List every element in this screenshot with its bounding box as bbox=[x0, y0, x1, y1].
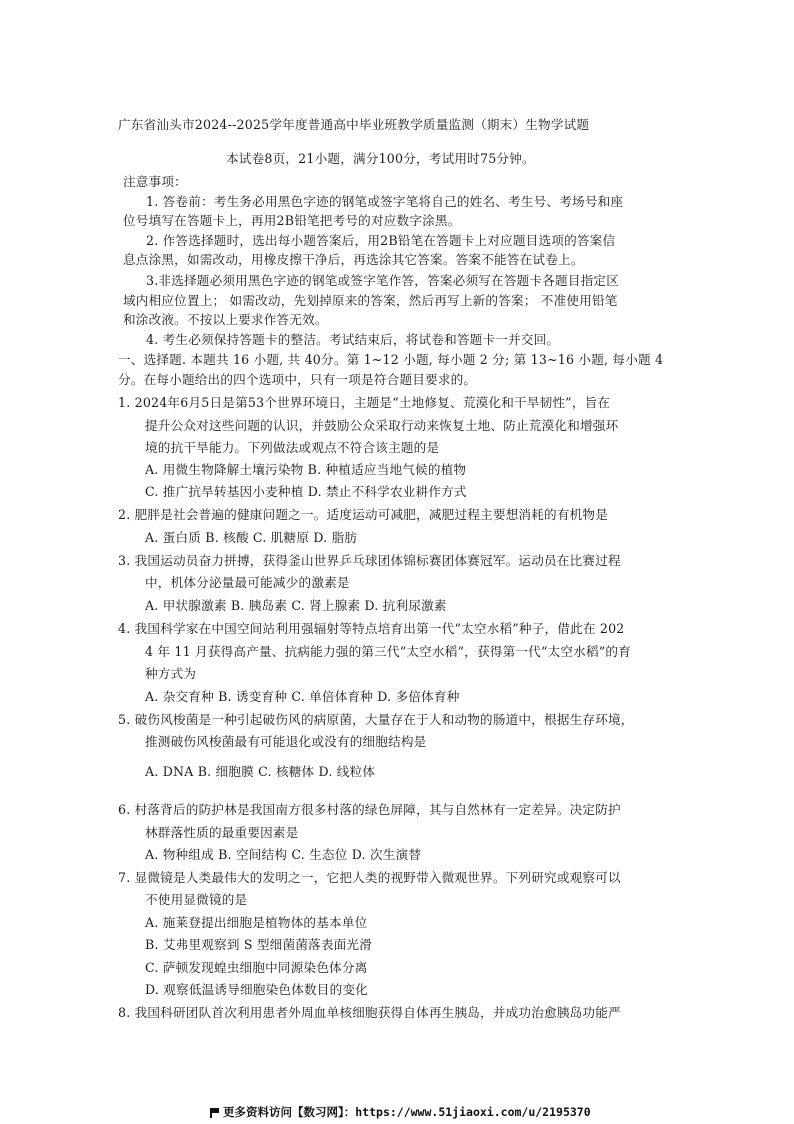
notice-line: 2. 作答选择题时，选出每小题答案后，用2B铅笔在答题卡上对应题目选项的答案信 bbox=[146, 233, 616, 248]
option-line: A. 用微生物降解土壤污染物 B. 种植适应当地气候的植物 bbox=[145, 462, 467, 477]
section-heading: 分。在每小题给出的四个选项中，只有一项是符合题目要求的。 bbox=[118, 372, 477, 387]
question-line: 7. 显微镜是人类最伟大的发明之一，它把人类的视野带入微观世界。下列研究或观察可以 bbox=[118, 870, 621, 885]
question-line: 8. 我国科研团队首次利用患者外周血单核细胞获得自体再生胰岛，并成功治愈胰岛功能严 bbox=[118, 1005, 621, 1020]
notice-line: 位号填写在答题卡上，再用2B铅笔把考号的对应数字涂黑。 bbox=[123, 213, 461, 228]
question-line: 不使用显微镜的是 bbox=[145, 892, 248, 907]
notice-line: 3.非选择题必须用黑色字迹的钢笔或签字笔作答，答案必须写在答题卡各题目指定区 bbox=[146, 273, 619, 288]
question-line: 2. 肥胖是社会普遍的健康问题之一。适度运动可减肥，减肥过程主要想消耗的有机物是 bbox=[118, 507, 608, 522]
question-line: 种方式为 bbox=[145, 666, 197, 681]
notice-line: 和涂改液。不按以上要求作答无效。 bbox=[123, 312, 328, 327]
question-line: 推测破伤风梭菌最有可能退化或没有的细胞结构是 bbox=[145, 734, 427, 749]
option-line: A. 甲状腺激素 B. 胰岛素 C. 肾上腺素 D. 抗利尿激素 bbox=[145, 598, 447, 613]
exam-info: 本试卷8页，21小题，满分100分，考试用时75分钟。 bbox=[226, 151, 535, 166]
footer-text: 更多资料访问【数习网】：https://www.51jiaoxi.com/u/2195370 bbox=[223, 1105, 591, 1119]
flag-icon bbox=[210, 1108, 219, 1117]
question-line: 提升公众对这些问题的认识，并鼓励公众采取行动来恢复土地、防止荒漠化和增强环 bbox=[145, 418, 619, 433]
question-line: 4. 我国科学家在中国空间站利用强辐射等特点培育出第一代“太空水稻”种子，借此在 202 bbox=[118, 621, 625, 636]
option-line: A. 物种组成 B. 空间结构 C. 生态位 D. 次生演替 bbox=[145, 847, 422, 862]
notice-heading: 注意事项： bbox=[123, 174, 187, 189]
option-line: B. 艾弗里观察到 S 型细菌菌落表面光滑 bbox=[145, 937, 373, 952]
question-line: 6. 村落背后的防护林是我国南方很多村落的绿色屏障，其与自然林有一定差异。决定防护 bbox=[118, 802, 621, 817]
notice-line: 4. 考生必须保持答题卡的整洁。考试结束后，将试卷和答题卡一并交回。 bbox=[146, 332, 560, 347]
question-line: 林群落性质的最重要因素是 bbox=[145, 825, 299, 840]
notice-line: 息点涂黑，如需改动，用橡皮擦干净后，再选涂其它答案。答案不能答在试卷上。 bbox=[123, 252, 584, 267]
option-line: A. 杂交育种 B. 诱变育种 C. 单倍体育种 D. 多倍体育种 bbox=[145, 689, 460, 704]
question-line: 4 年 11 月获得高产量、抗病能力强的第三代“太空水稻”，获得第一代“太空水稻”的育 bbox=[145, 644, 631, 659]
question-line: 中，机体分泌量最可能减少的激素是 bbox=[145, 575, 350, 590]
question-line: 5. 破伤风梭菌是一种引起破伤风的病原菌，大量存在于人和动物的肠道中，根据生存环境， bbox=[118, 712, 634, 727]
question-line: 境的抗干旱能力。下列做法或观点不符合该主题的是 bbox=[145, 440, 440, 455]
option-line: A. DNA B. 细胞膜 C. 核糖体 D. 线粒体 bbox=[145, 764, 376, 779]
notice-line: 域内相应位置上； 如需改动，先划掉原来的答案，然后再写上新的答案； 不准使用铅笔 bbox=[123, 293, 618, 308]
option-line: A. 蛋白质 B. 核酸 C. 肌糖原 D. 脂肪 bbox=[145, 530, 358, 545]
option-line: D. 观察低温诱导细胞染色体数目的变化 bbox=[145, 982, 368, 997]
section-heading: 一、选择题. 本题共 16 小题, 共 40分。第 1~12 小题, 每小题 2 分; 第 13~16 小题, 每小题 4 bbox=[118, 352, 664, 367]
option-line: A. 施莱登提出细胞是植物体的基本单位 bbox=[145, 915, 368, 930]
notice-line: 1. 答卷前：考生务必用黑色字迹的钢笔或签字笔将自己的姓名、考生号、考场号和座 bbox=[146, 194, 624, 209]
question-line: 3. 我国运动员奋力拼搏，获得釜山世界乒乓球团体锦标赛团体赛冠军。运动员在比赛过程 bbox=[118, 553, 621, 568]
footer-link[interactable] bbox=[210, 1104, 591, 1120]
option-line: C. 推广抗旱转基因小麦种植 D. 禁止不科学农业耕作方式 bbox=[145, 484, 467, 499]
option-line: C. 萨顿发现蝗虫细胞中同源染色体分离 bbox=[145, 960, 368, 975]
page-title: 广东省汕头市2024--2025学年度普通高中毕业班教学质量监测（期末）生物学试题 bbox=[118, 117, 590, 132]
question-line: 1. 2024年6月5日是第53个世界环境日，主题是“土地修复、荒漠化和干旱韧性”，旨在 bbox=[118, 395, 611, 410]
